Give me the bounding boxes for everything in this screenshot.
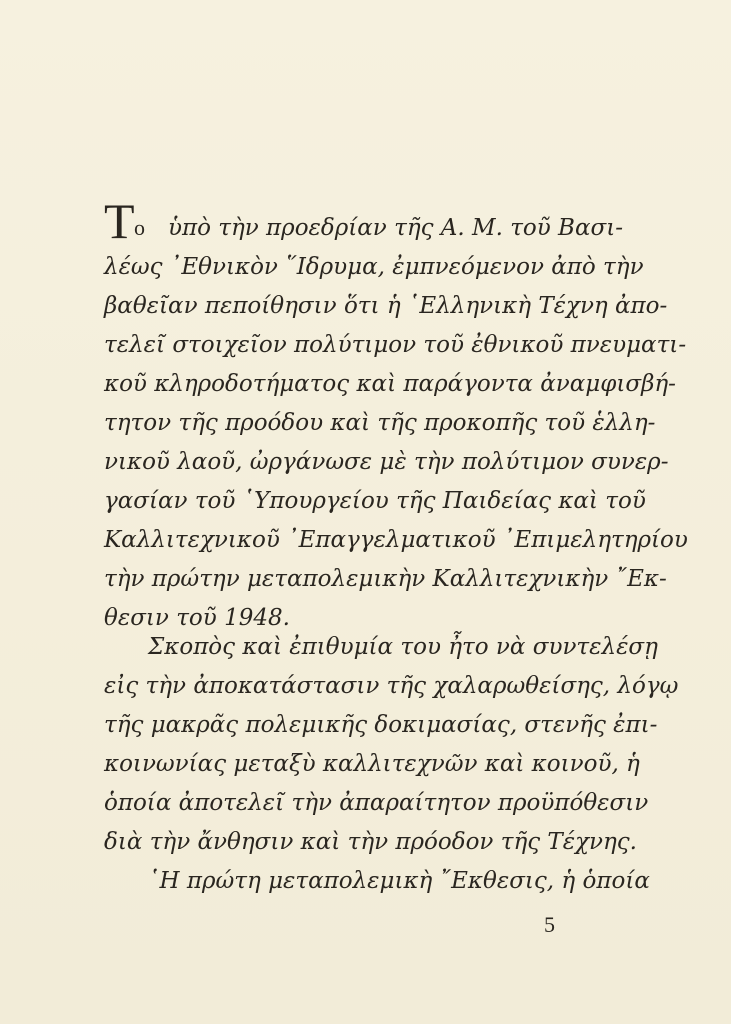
page-number: 5 bbox=[544, 912, 555, 937]
text-line: ὑπὸ τὴν προεδρίαν τῆς Α. Μ. τοῦ Βασι- bbox=[168, 215, 623, 241]
text-line: Σκοπὸς καὶ ἐπιθυμία του ἦτο νὰ συντελέσῃ bbox=[148, 634, 658, 660]
text-line: διὰ τὴν ἄνθησιν καὶ τὴν πρόοδον τῆς Τέχνης. bbox=[104, 829, 637, 855]
text-line: Καλλιτεχνικοῦ ᾿Επαγγελματικοῦ ᾿Επιμελητηρίου bbox=[104, 527, 688, 553]
text-line: εἰς τὴν ἀποκατάστασιν τῆς χαλαρωθείσης, λόγῳ bbox=[104, 673, 679, 699]
drop-cap-letter: T bbox=[104, 193, 135, 249]
text-line: κοῦ κληροδοτήματος καὶ παράγοντα ἀναμφισβή- bbox=[104, 371, 676, 397]
drop-cap-tail: ο bbox=[134, 215, 145, 240]
text-line: λέως ᾿Εθνικὸν ῞Ιδρυμα, ἐμπνεόμενον ἀπὸ τὴν bbox=[104, 254, 644, 280]
text-line: τελεῖ στοιχεῖον πολύτιμον τοῦ ἐθνικοῦ πνευματι- bbox=[104, 332, 687, 358]
text-line: τῆς μακρᾶς πολεμικῆς δοκιμασίας, στενῆς ἐπι- bbox=[104, 712, 658, 738]
text-line: τὴν πρώτην μεταπολεμικὴν Καλλιτεχνικὴν ῎Εκ- bbox=[104, 566, 667, 592]
text-line: βαθεῖαν πεποίθησιν ὅτι ἡ ῾Ελληνικὴ Τέχνη ἀπο- bbox=[104, 293, 668, 319]
text-line: κοινωνίας μεταξὺ καλλιτεχνῶν καὶ κοινοῦ, ἡ bbox=[104, 751, 640, 777]
text-line: ὁποία ἀποτελεῖ τὴν ἀπαραίτητον προϋπόθεσιν bbox=[104, 790, 649, 816]
text-line: τητον τῆς προόδου καὶ τῆς προκοπῆς τοῦ ἑλλη- bbox=[104, 410, 656, 436]
text-line: θεσιν τοῦ 1948. bbox=[104, 605, 290, 631]
text-line: γασίαν τοῦ ῾Υπουργείου τῆς Παιδείας καὶ τοῦ bbox=[104, 488, 646, 514]
text-line: ῾Η πρώτη μεταπολεμικὴ ῎Εκθεσις, ἡ ὁποία bbox=[148, 868, 650, 894]
text-line: νικοῦ λαοῦ, ὠργάνωσε μὲ τὴν πολύτιμον συνερ- bbox=[104, 449, 669, 475]
